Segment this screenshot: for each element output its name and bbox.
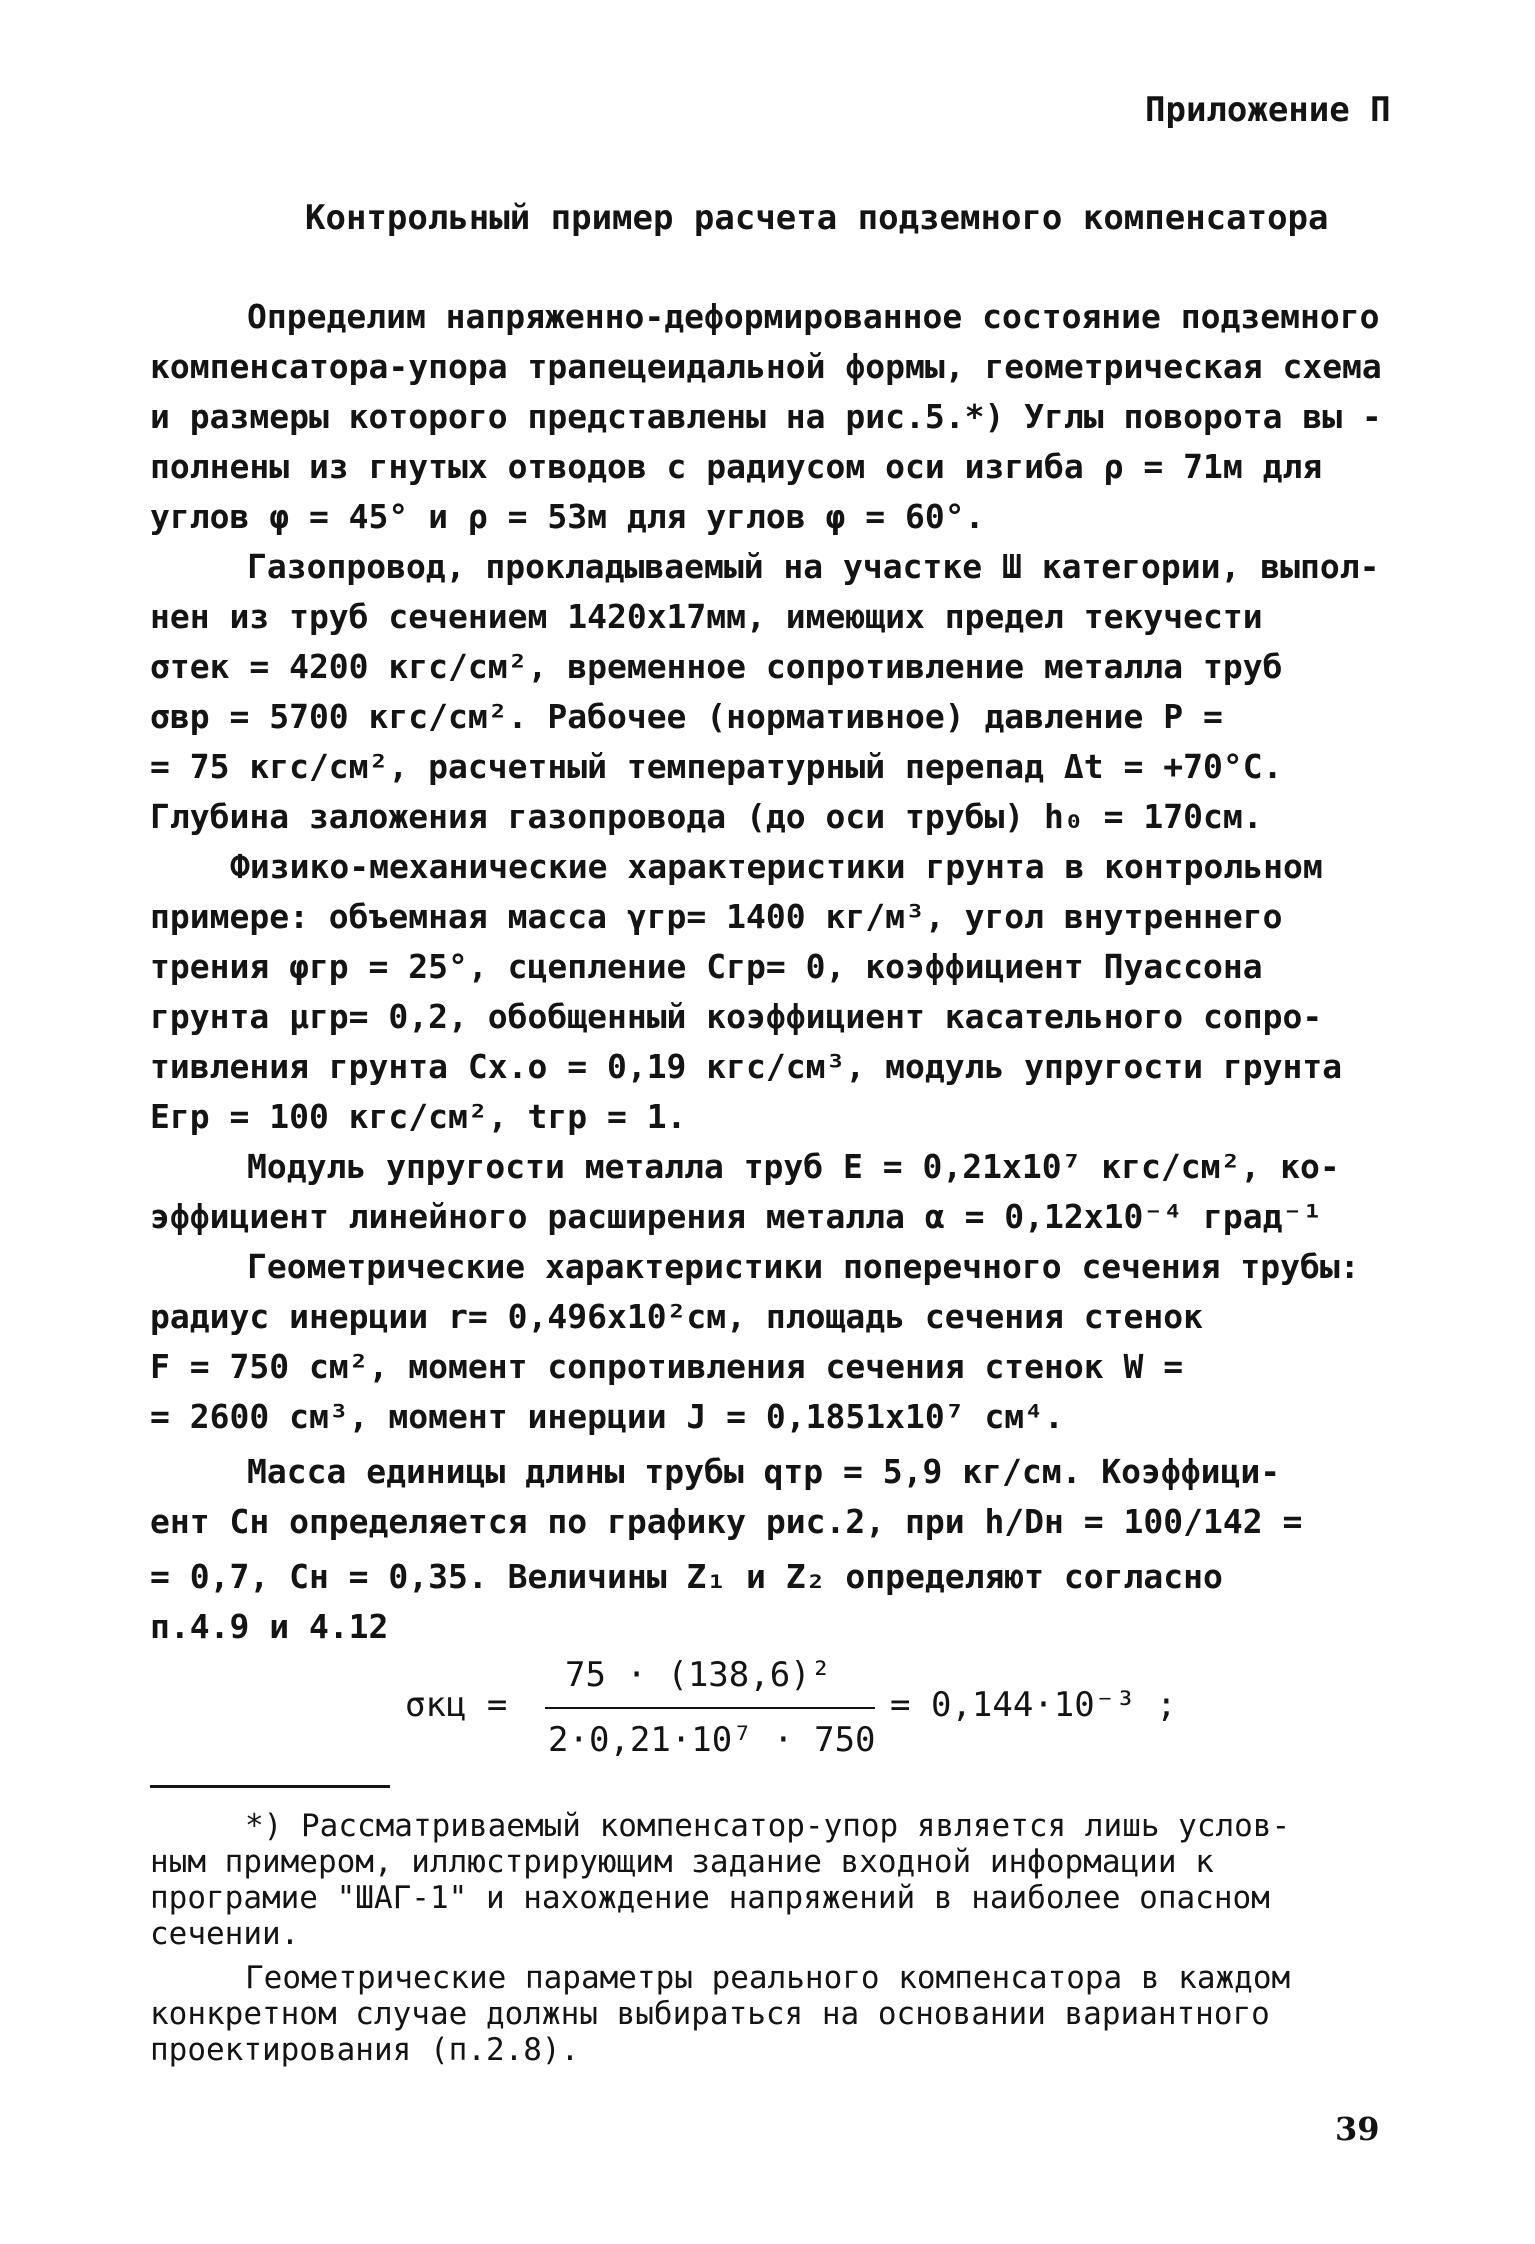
body-line-6: Газопровод, прокладываемый на участке Ш категории, выпол- — [247, 547, 1380, 586]
appendix-label: Приложение П — [1145, 90, 1391, 130]
footnote-line-6: конкретном случае должны выбираться на основании вариантного — [150, 1996, 1270, 2032]
body-line-23: = 2600 см³, момент инерции J = 0,1851х10⁷ см⁴. — [150, 1397, 1064, 1436]
body-line-13: примере: объемная масса γгр= 1400 кг/м³, угол внутреннего — [150, 897, 1283, 936]
body-line-14: трения φгр = 25°, сцепление Cгр= 0, коэффициент Пуассона — [150, 947, 1263, 986]
formula-lhs: σкц = — [405, 1685, 508, 1725]
body-line-22: F = 750 см², момент сопротивления сечения стенок W = — [150, 1347, 1184, 1386]
body-line-17: Eгр = 100 кгс/см², tгр = 1. — [150, 1097, 687, 1136]
body-line-2: компенсатора-упора трапецеидальной формы, геометрическая схема — [150, 347, 1382, 386]
body-line-4: полнены из гнутых отводов с радиусом оси изгиба ρ = 71м для — [150, 447, 1323, 486]
body-line-12: Физико-механические характеристики грунта в контрольном — [230, 847, 1323, 886]
formula-numerator: 75 · (138,6)² — [565, 1655, 832, 1695]
formula-denominator: 2·0,21·10⁷ · 750 — [548, 1720, 876, 1760]
body-line-8: σтек = 4200 кгс/см², временное сопротивление металла труб — [150, 647, 1283, 686]
body-line-5: углов φ = 45° и ρ = 53м для углов φ = 60°. — [150, 497, 985, 536]
page-title: Контрольный пример расчета подземного компенсатора — [305, 198, 1329, 238]
formula-result: = 0,144·10⁻³ ; — [890, 1685, 1177, 1725]
footnote-line-4: сечении. — [150, 1916, 300, 1952]
body-line-21: радиус инерции r= 0,496х10²см, площадь сечения стенок — [150, 1297, 1203, 1336]
footnote-separator — [150, 1785, 390, 1788]
formula-fraction-bar — [545, 1707, 875, 1709]
body-line-3: и размеры которого представлены на рис.5.*) Углы поворота вы - — [150, 397, 1382, 436]
body-line-19: эффициент линейного расширения металла α = 0,12х10⁻⁴ град⁻¹ — [150, 1197, 1323, 1236]
body-line-16: тивления грунта Cх.о = 0,19 кгс/см³, модуль упругости грунта — [150, 1047, 1343, 1086]
footnote-line-7: проектирования (п.2.8). — [150, 2032, 580, 2068]
body-line-9: σвр = 5700 кгс/см². Рабочее (нормативное) давление P = — [150, 697, 1223, 736]
body-line-18: Модуль упругости металла труб E = 0,21х10⁷ кгс/см², ко- — [247, 1147, 1340, 1186]
footnote-line-2: ным примером, иллюстрирующим задание входной информации к — [150, 1844, 1214, 1880]
page-number: 39 — [1335, 2110, 1380, 2148]
body-line-7: нен из труб сечением 1420х17мм, имеющих предел текучести — [150, 597, 1263, 636]
body-line-27: п.4.9 и 4.12 — [150, 1607, 389, 1646]
body-line-26: = 0,7, Cн = 0,35. Величины Z₁ и Z₂ определяют согласно — [150, 1557, 1223, 1596]
body-line-25: ент Cн определяется по графику рис.2, при h/Dн = 100/142 = — [150, 1502, 1303, 1541]
footnote-line-3: програмие "ШАГ-1" и нахождение напряжений в наиболее опасном — [150, 1880, 1270, 1916]
body-line-24: Масса единицы длины трубы qтр = 5,9 кг/см. Коэффици- — [247, 1452, 1281, 1491]
body-line-20: Геометрические характеристики поперечного сечения трубы: — [247, 1247, 1360, 1286]
body-line-15: грунта μгр= 0,2, обобщенный коэффициент касательного сопро- — [150, 997, 1323, 1036]
body-line-1: Определим напряженно-деформированное состояние подземного — [247, 297, 1380, 336]
body-line-10: = 75 кгс/см², расчетный температурный перепад Δt = +70°С. — [150, 747, 1283, 786]
footnote-line-5: Геометрические параметры реального компенсатора в каждом — [245, 1960, 1291, 1996]
body-line-11: Глубина заложения газопровода (до оси трубы) h₀ = 170см. — [150, 797, 1263, 836]
footnote-line-1: *) Рассматриваемый компенсатор-упор является лишь услов- — [245, 1808, 1291, 1844]
